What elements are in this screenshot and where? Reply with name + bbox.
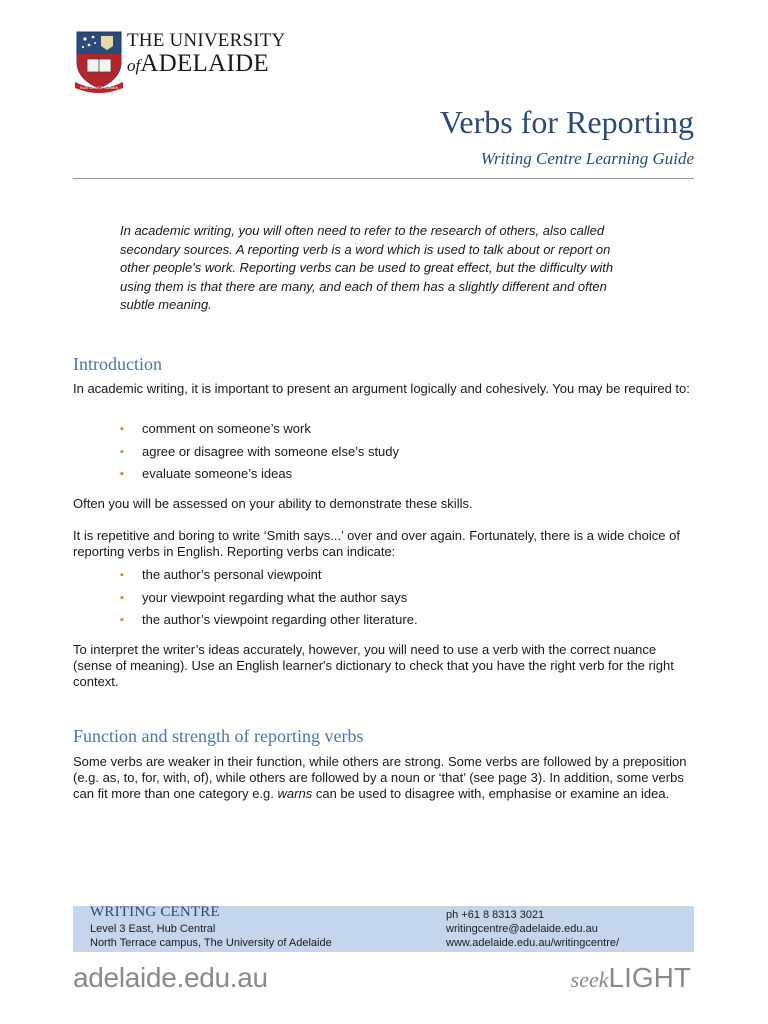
list-item: ▪ comment on someone’s work	[120, 421, 311, 436]
list-item: ▪ the author’s viewpoint regarding other literature.	[120, 612, 418, 627]
list-item: ▪ your viewpoint regarding what the author says	[120, 589, 408, 605]
logo-line1: THE UNIVERSITY	[127, 30, 286, 51]
function-paragraph: Some verbs are weaker in their function, while others are strong. Some verbs are followed by a preposition (e.g. as, to, for, with, of), while others are followed by a noun or ‘that’ (see page 3). In addition, some verbs can fit more than one category e.g. warns can be used to disagree with, emphasise or examine an idea.	[73, 754, 687, 801]
section-heading-function: Function and strength of reporting verbs	[73, 726, 364, 746]
page-title: Verbs for Reporting	[439, 104, 694, 140]
bullet-icon: ▪	[120, 591, 124, 604]
seek-light-tagline: seekLIGHT	[570, 962, 691, 993]
intro-para-2: Often you will be assessed on your ability to demonstrate these skills.	[73, 496, 473, 511]
bullet-icon: ▪	[120, 468, 124, 480]
footer-website-link[interactable]: www.adelaide.edu.au/writingcentre/	[446, 937, 620, 949]
list-item: ▪ evaluate someone’s ideas	[120, 466, 293, 481]
bullet-icon: ▪	[120, 569, 124, 581]
page-subtitle: Writing Centre Learning Guide	[480, 149, 694, 168]
intro-para-1: In academic writing, it is important to present an argument logically and cohesively. You may be required to:	[73, 381, 690, 396]
motto-text: SUB CRUCE LUMEN	[79, 85, 119, 90]
intro-para-3: It is repetitive and boring to write ‘Smith says...’ over and over again. Fortunately, there is a wide choice of reporting verbs in English. Reporting verbs can indicate:	[73, 528, 680, 559]
footer-email[interactable]: writingcentre@adelaide.edu.au	[446, 923, 598, 935]
university-logo[interactable]	[73, 28, 286, 94]
footer-address-1: Level 3 East, Hub Central	[90, 923, 216, 935]
logo-line2: ofADELAIDE	[127, 50, 269, 77]
bullet-icon: ▪	[120, 445, 124, 458]
section-heading-introduction: Introduction	[73, 354, 162, 374]
footer-phone: ph +61 8 8313 3021	[446, 909, 545, 921]
intro-paragraph: In academic writing, you will often need to refer to the research of others, also called secondary sources. A reporting verb is a word which is used to talk about or report on other people's work. Reporting verbs can be used to great effect, but the difficulty with using them is that there are many, and each of them has a slightly different and often subtle meaning.	[120, 223, 614, 312]
bullet-list-2	[118, 567, 678, 635]
footer-address-2: North Terrace campus, The University of Adelaide	[90, 937, 332, 949]
bullet-icon: ▪	[120, 423, 124, 435]
crest-icon	[73, 28, 125, 94]
footer-title: WRITING CENTRE	[90, 904, 220, 920]
intro-para-4: To interpret the writer’s ideas accurately, however, you will need to use a verb with the correct nuance (sense of meaning). Use an English learner's dictionary to check that you have the right verb for the right context.	[73, 642, 674, 689]
site-url[interactable]: adelaide.edu.au	[73, 962, 268, 993]
list-item: ▪ agree or disagree with someone else’s study	[120, 443, 400, 459]
bullet-list-1	[118, 421, 678, 489]
header-divider	[73, 178, 694, 179]
list-item: ▪ the author’s personal viewpoint	[120, 567, 322, 582]
bullet-icon: ▪	[120, 614, 124, 626]
